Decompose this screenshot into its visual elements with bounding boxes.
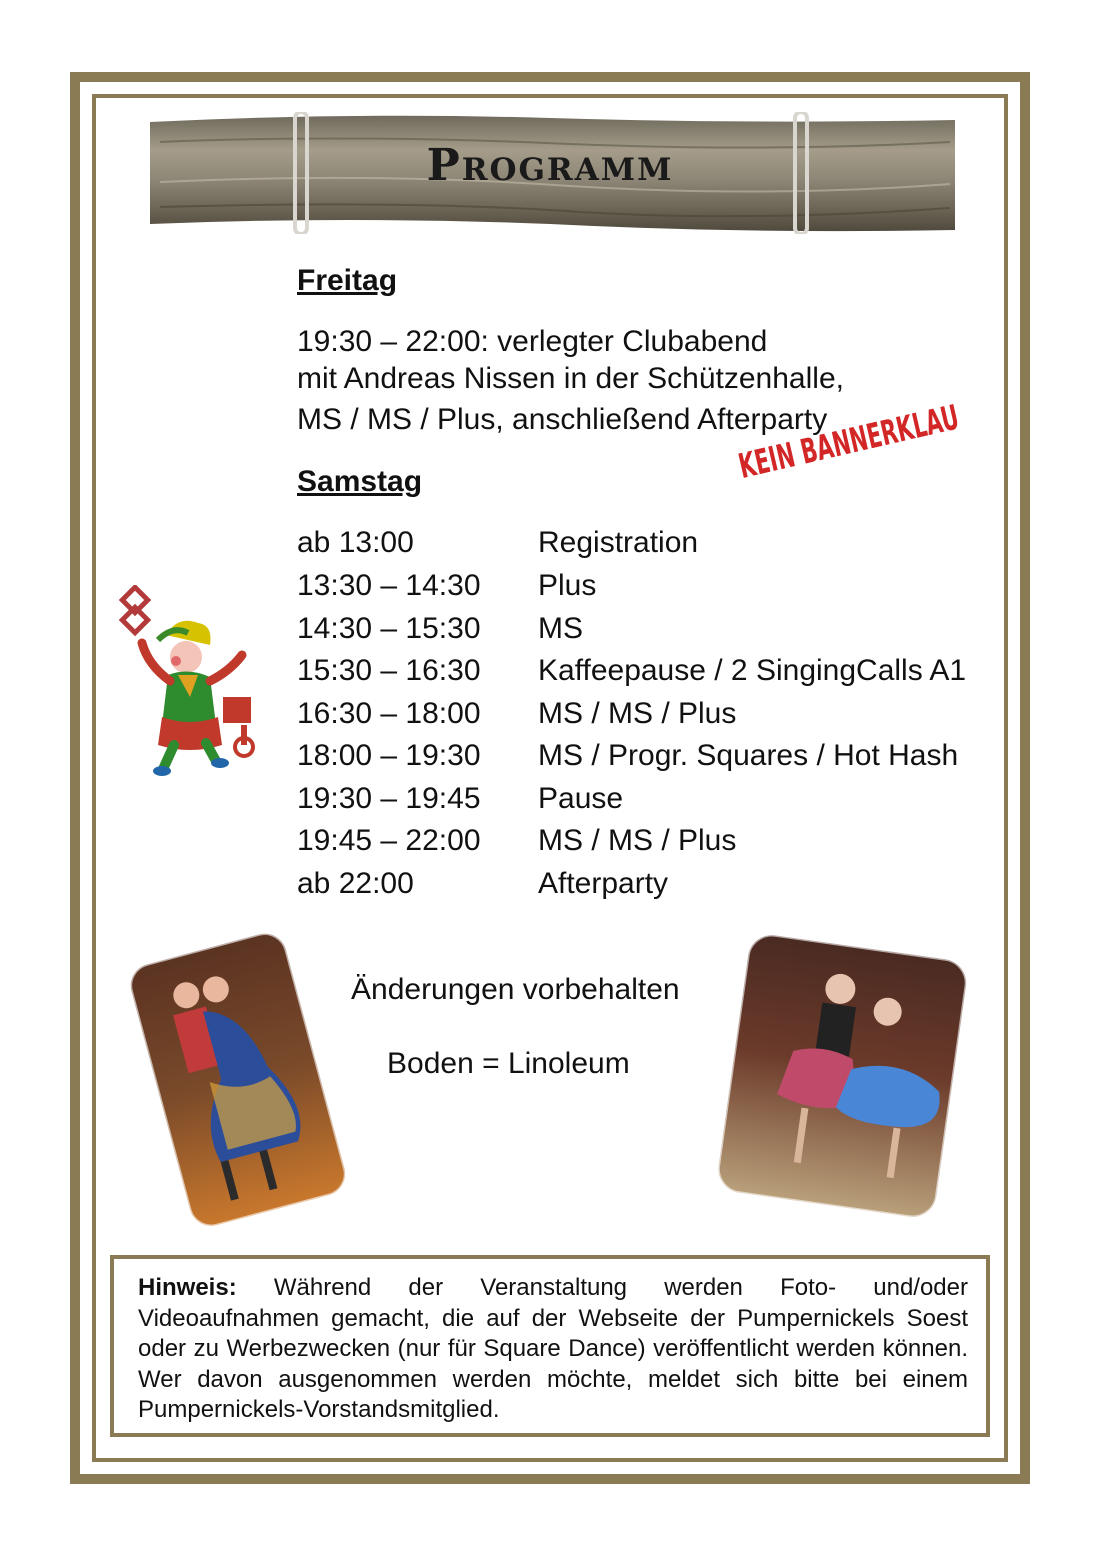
schedule-row: [297, 654, 1017, 694]
friday-heading: Freitag: [297, 264, 398, 297]
schedule-item: MS / Progr. Squares / Hot Hash: [538, 739, 959, 772]
dancing-couple-photo: [130, 925, 345, 1235]
schedule-row: [297, 612, 1017, 652]
schedule-time: 18:00 – 19:30: [297, 739, 481, 772]
schedule-time: 13:30 – 14:30: [297, 569, 481, 602]
schedule-item: MS: [538, 612, 583, 645]
changes-note: Änderungen vorbehalten: [351, 973, 680, 1006]
schedule-row: [297, 569, 1017, 609]
schedule-row: [297, 782, 1017, 822]
page-title: Programm: [426, 140, 674, 191]
schedule-item: Kaffeepause / 2 SingingCalls A1: [538, 654, 967, 687]
schedule-row: [297, 739, 1017, 779]
schedule-item: MS / MS / Plus: [538, 824, 737, 857]
schedule-time: 19:45 – 22:00: [297, 824, 481, 857]
jester-mascot-icon: [118, 585, 273, 780]
schedule-item: Pause: [538, 782, 624, 815]
schedule-item: Afterparty: [538, 867, 669, 900]
schedule-row: [297, 697, 1017, 737]
schedule-row: [297, 526, 1017, 566]
schedule-time: 15:30 – 16:30: [297, 654, 481, 687]
hint-text: [138, 1273, 968, 1426]
hint-body: Während der Veranstaltung werden Foto- und/oder Videoaufnahmen gemacht, die auf der Webseite der Pumpernickels Soest oder zu Werbezwecken (nur für Square Dance) veröffentlicht werden können. Wer davon ausgenommen werden möchte, meldet sich bitte bei einem Pumpernickels-Vorstandsmitglied.: [138, 1274, 968, 1423]
floor-note: Boden = Linoleum: [387, 1047, 630, 1080]
schedule-time: ab 22:00: [297, 867, 414, 900]
friday-line: 19:30 – 22:00: verlegter Clubabend: [297, 325, 768, 358]
schedule-item: Registration: [538, 526, 699, 559]
schedule-time: ab 13:00: [297, 526, 414, 559]
schedule-time: 14:30 – 15:30: [297, 612, 481, 645]
schedule-row: [297, 867, 1017, 907]
schedule-item: MS / MS / Plus: [538, 697, 737, 730]
hint-box: [110, 1255, 990, 1437]
dancing-women-photo: [710, 928, 975, 1228]
hint-label: Hinweis:: [138, 1274, 237, 1301]
schedule-item: Plus: [538, 569, 597, 602]
schedule-row: [297, 824, 1017, 864]
schedule-time: 16:30 – 18:00: [297, 697, 481, 730]
friday-line: MS / MS / Plus, anschließend Afterparty: [297, 403, 828, 436]
kein-bannerklau-stamp: KEIN BANNERKLAU: [735, 397, 963, 487]
saturday-heading: Samstag: [297, 465, 423, 498]
friday-line: mit Andreas Nissen in der Schützenhalle,: [297, 362, 844, 395]
schedule-time: 19:30 – 19:45: [297, 782, 481, 815]
